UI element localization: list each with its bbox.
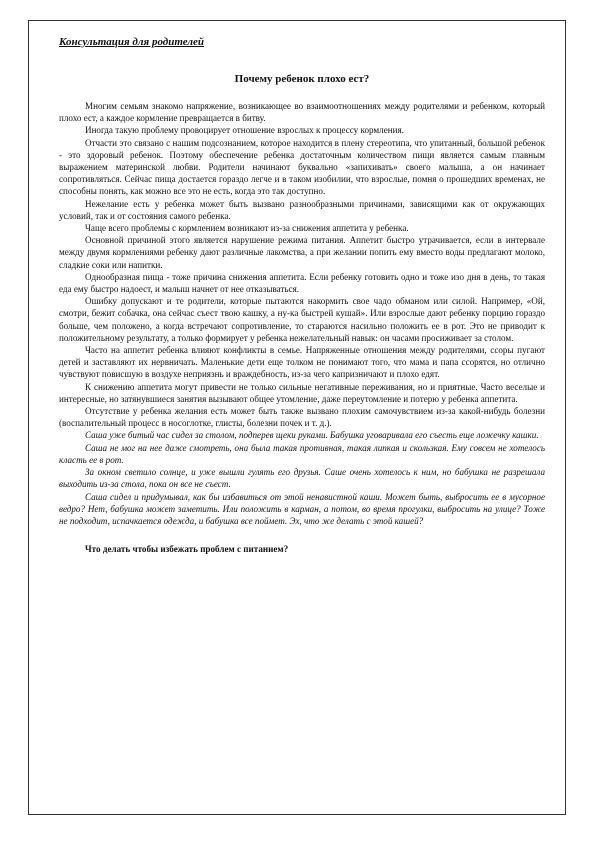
paragraph: Чаще всего проблемы с кормлением возникают из-за снижения аппетита у ребенка.	[85, 223, 409, 234]
closing-question: Что делать чтобы избежать проблем с питанием?	[85, 544, 289, 555]
article-text	[59, 100, 545, 527]
paragraph: Иногда такую проблему провоцирует отношение взрослых к процессу кормления.	[85, 125, 404, 136]
article-title: Почему ребенок плохо ест?	[234, 73, 370, 85]
paragraph: Основной причиной этого является нарушение режима питания. Аппетит быстро утрачивается, если в интервале между двумя кормлениями ребенку дают различные лакомства, а при желании попить ему вместо воды предлагают молоко, сладкие соки или напитки.	[59, 235, 545, 270]
story-paragraph: Саша не мог на нее даже смотреть, она была такая противная, такая липкая и скользкая. Ему совсем не хотелось класть ее в рот.	[59, 442, 545, 465]
paragraph: Отсутствие у ребенка желания есть может быть также вызвано плохим самочувствием из-за какой-нибудь болезни (воспалительный процесс в носоглотке, глисты, болезни почек и т. д.).	[59, 406, 545, 429]
story-paragraph: За окном светило солнце, и уже вышли гулять его друзья. Саше очень хотелось к ним, но бабушка не разрешала выходить из-за стола, пока он все не съест.	[59, 467, 545, 490]
paragraph: Однообразная пища - тоже причина снижения аппетита. Если ребенку готовить одно и тоже изо дня в день, то такая еда ему быстро надоест, и малыш начнет от нее отказываться.	[59, 271, 545, 295]
consultation-heading: Консультация для родителей	[59, 36, 205, 48]
paragraph: Часто на аппетит ребенка влияют конфликты в семье. Напряженные отношения между родителями, ссоры пугают детей и заставляют их нервничать. Маленькие дети еще толком не понимают того, что мама и папа ссорятся, но отлично чувствуют повисшую в воздухе неприязнь и враждебность, из-за чего капризничают и плохо едят.	[59, 345, 545, 380]
paragraph: Ошибку допускают и те родители, которые пытаются накормить свое чадо обманом или силой. Например, «Ой, смотри, бежит собачка, она сейчас съест твою кашку, а ну-ка быстрей кушай». Или взрослые дают ребенку порцию гораздо больше, чем положено, а когда встречают сопротивление, то стараются насильно положить ее в рот. Это не приводит к положительному результату, а только формирует у ребенка нежелательный навык: он часами просиживает за столом.	[59, 296, 545, 343]
paragraph: Отчасти это связано с нашим подсознанием, которое находится в плену стереотипа, что упитанный, большой ребенок - это здоровый ребенок. Поэтому обеспечение ребенка достаточным количеством пищи является самым главным выражением материнской любви. Родители начинают буквально «запихивать» своего малыша, а он начинает сопротивляться. Сейчас пища достается гораздо легче и в таком изобилии, что взрослые, помня о прошедших временах, не способны понять, как можно все это не есть, когда это так доступно.	[59, 137, 545, 197]
paragraph: Нежелание есть у ребенка может быть вызвано разнообразными причинами, зависящими как от окружающих условий, так и от состояния самого ребенка.	[59, 198, 545, 221]
paragraph: Многим семьям знакомо напряжение, возникающее во взаимоотношениях между родителями и ребенком, который плохо ест, а каждое кормление превращается в битву.	[59, 101, 545, 124]
document-body	[59, 36, 545, 555]
story-paragraph: Саша уже битый час сидел за столом, подперев щеки руками. Бабушка уговаривала его съесть еще ложечку кашки.	[85, 430, 539, 441]
paragraph: К снижению аппетита могут привести не только сильные негативные переживания, но и приятные. Часто веселые и интересные, но затянувшиеся занятия вызывают общее утомление, даже переутомление и потерю у ребенка аппетита.	[59, 381, 545, 404]
story-paragraph: Саша сидел и придумывал, как бы избавиться от этой ненавистной каши. Может быть, выбросить ее в мусорное ведро? Нет, бабушка может заметить. Или положить в карман, а потом, во время прогулки, выбросить на улице? Тоже не подходит, испачкается одежда, и бабушка все поймет. Эх, что же делать с этой кашей?	[59, 491, 545, 526]
